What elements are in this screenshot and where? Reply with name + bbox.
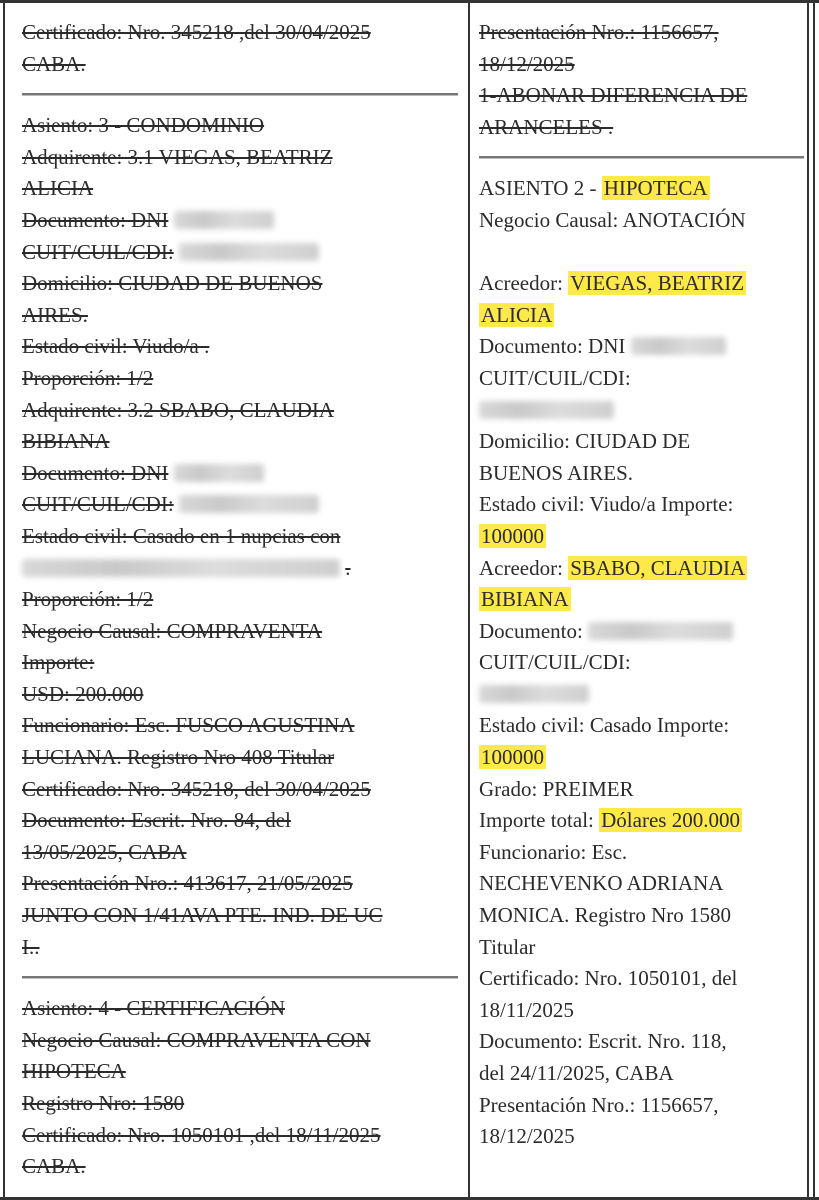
left-block-asiento-3: [22, 110, 458, 963]
document-label: Documento:: [479, 618, 583, 643]
text-line: [22, 458, 458, 490]
text-line: Asiento: 3 - CONDOMINIO: [22, 113, 265, 138]
left-block-asiento-4: [22, 993, 458, 1183]
text-line: ALICIA: [22, 176, 94, 201]
right-border-outer: [813, 3, 815, 1197]
cuit-label: CUIT/CUIL/CDI:: [22, 239, 174, 264]
text-line: NECHEVENKO ADRIANA: [479, 871, 724, 896]
text-line: Registro Nro: 1580: [22, 1091, 185, 1115]
text-line: del 24/11/2025, CABA: [479, 1061, 674, 1085]
cuit-label: CUIT/CUIL/CDI:: [22, 492, 174, 517]
asiento-type-highlight: HIPOTECA: [603, 176, 708, 201]
acreedor-line: [479, 553, 804, 585]
text-line: Certificado: Nro. 345218 ,del 30/04/2025: [22, 20, 371, 44]
section-separator: [22, 93, 458, 96]
text-line: ARANCELES .: [479, 114, 614, 139]
text-line: LUCIANA. Registro Nro 408 Titular: [22, 745, 335, 770]
text-line: Grado: PREIMER: [479, 776, 634, 801]
acreedor-label: Acreedor:: [479, 555, 563, 580]
importe-highlight: 100000: [481, 523, 544, 548]
text-line: 18/12/2025: [479, 1124, 575, 1149]
text-line: Estado civil: Casado en 1 nupcias con: [22, 523, 341, 548]
text-line: Asiento: 4 - CERTIFICACIÓN: [22, 996, 285, 1021]
document-label: Documento: DNI: [22, 460, 169, 485]
text-line: Adquirente: 3.1 VIEGAS, BEATRIZ: [22, 144, 333, 169]
text-line: [479, 679, 804, 711]
text-line: Certificado: Nro. 345218, del 30/04/2025: [22, 776, 371, 801]
left-border: [3, 3, 5, 1197]
left-block-certificado: [22, 17, 458, 80]
column-divider: [468, 3, 470, 1197]
text-line: Domicilio: CIUDAD DE: [479, 429, 691, 454]
text-line: 18/11/2025: [479, 997, 574, 1022]
text-line: Estado civil: Viudo/a .: [22, 334, 210, 359]
text-line: Presentación Nro.: 413617, 21/05/2025: [22, 871, 353, 896]
importe-highlight: 100000: [481, 745, 544, 770]
text-line: I..: [22, 934, 40, 959]
left-column: [22, 17, 458, 1183]
acreedor-name-highlight: SBABO, CLAUDIA: [570, 555, 746, 580]
section-separator: [22, 976, 458, 979]
text-line: Presentación Nro.: 1156657,: [479, 1092, 719, 1117]
text-line: Proporción: 1/2: [22, 587, 154, 612]
text-line: Proporción: 1/2: [22, 365, 154, 390]
section-separator: [479, 156, 804, 159]
asiento-heading: [479, 173, 804, 205]
acreedor-line: [479, 584, 804, 616]
text-line: JUNTO CON 1/41AVA PTE. IND. DE UC: [22, 903, 383, 928]
text-line: CABA.: [22, 51, 86, 76]
acreedor-line: [479, 300, 804, 332]
document-label: Documento: DNI: [22, 207, 169, 232]
right-column: [479, 17, 804, 1153]
redacted-value: [588, 622, 733, 640]
acreedor-name-highlight: ALICIA: [481, 302, 553, 327]
text-line: Negocio Causal: COMPRAVENTA CON: [22, 1027, 371, 1052]
text-line: Funcionario: Esc.: [479, 839, 628, 864]
text-line: Funcionario: Esc. FUSCO AGUSTINA: [22, 713, 355, 738]
redacted-value: [174, 211, 274, 229]
redacted-value: [631, 337, 726, 355]
text-line: Negocio Causal: ANOTACIÓN: [479, 207, 746, 232]
text-line: Importe:: [22, 650, 95, 675]
blank-line: [479, 237, 804, 269]
acreedor-label: Acreedor:: [479, 271, 563, 296]
text-line: CUIT/CUIL/CDI:: [479, 650, 631, 675]
text-line: [479, 331, 804, 363]
text-line: CABA.: [22, 1154, 86, 1179]
text-line: HIPOTECA: [22, 1059, 126, 1084]
text-line: Documento: Escrit. Nro. 84, del: [22, 808, 291, 833]
importe-total-label: Importe total:: [479, 808, 594, 833]
text-line: [479, 616, 804, 648]
asiento-prefix: ASIENTO 2 -: [479, 176, 597, 201]
text-line: Certificado: Nro. 1050101, del: [479, 966, 738, 991]
acreedor-name-highlight: BIBIANA: [481, 587, 569, 612]
right-block-presentacion: [479, 17, 804, 143]
text-line: [479, 395, 804, 427]
text-line: AIRES.: [22, 302, 88, 327]
right-block-asiento-2: [479, 173, 804, 1152]
redacted-value: [174, 464, 264, 482]
text-line: Titular: [479, 934, 536, 959]
redacted-value: [479, 685, 589, 703]
text-line: MONICA. Registro Nro 1580: [479, 903, 731, 928]
text-line: [22, 489, 458, 521]
redacted-value: [479, 401, 614, 419]
text-line: BIBIANA: [22, 429, 110, 454]
text-line: 18/12/2025: [479, 51, 575, 76]
text-line: [22, 205, 458, 237]
text-line: Estado civil: Viudo/a Importe:: [479, 492, 734, 517]
right-border-inner: [807, 3, 809, 1197]
text-line: Adquirente: 3.2 SBABO, CLAUDIA: [22, 397, 335, 422]
text-line: CUIT/CUIL/CDI:: [479, 365, 631, 390]
text-line: Estado civil: Casado Importe:: [479, 713, 730, 738]
text-line: Documento: Escrit. Nro. 118,: [479, 1029, 727, 1054]
text-line: Negocio Causal: COMPRAVENTA: [22, 618, 323, 643]
importe-line: [479, 521, 804, 553]
importe-line: [479, 742, 804, 774]
text-line: [22, 237, 458, 269]
text-line: BUENOS AIRES.: [479, 460, 634, 485]
redacted-value: [22, 559, 340, 577]
acreedor-name-highlight: VIEGAS, BEATRIZ: [570, 271, 745, 296]
text-line: Certificado: Nro. 1050101 ,del 18/11/2025: [22, 1122, 381, 1147]
acreedor-line: [479, 268, 804, 300]
trailing-dot: .: [345, 555, 351, 580]
text-line: Domicilio: CIUDAD DE BUENOS: [22, 271, 323, 296]
text-line: Presentación Nro.: 1156657,: [479, 20, 719, 44]
redacted-value: [179, 495, 319, 513]
document-label: Documento: DNI: [479, 334, 626, 359]
text-line: 1-ABONAR DIFERENCIA DE: [479, 83, 748, 108]
text-line: [22, 553, 458, 585]
text-line: 13/05/2025, CABA: [22, 839, 187, 864]
importe-total-line: [479, 805, 804, 837]
redacted-value: [179, 243, 319, 261]
text-line: USD: 200.000: [22, 681, 144, 706]
importe-total-highlight: Dólares 200.000: [601, 808, 740, 833]
